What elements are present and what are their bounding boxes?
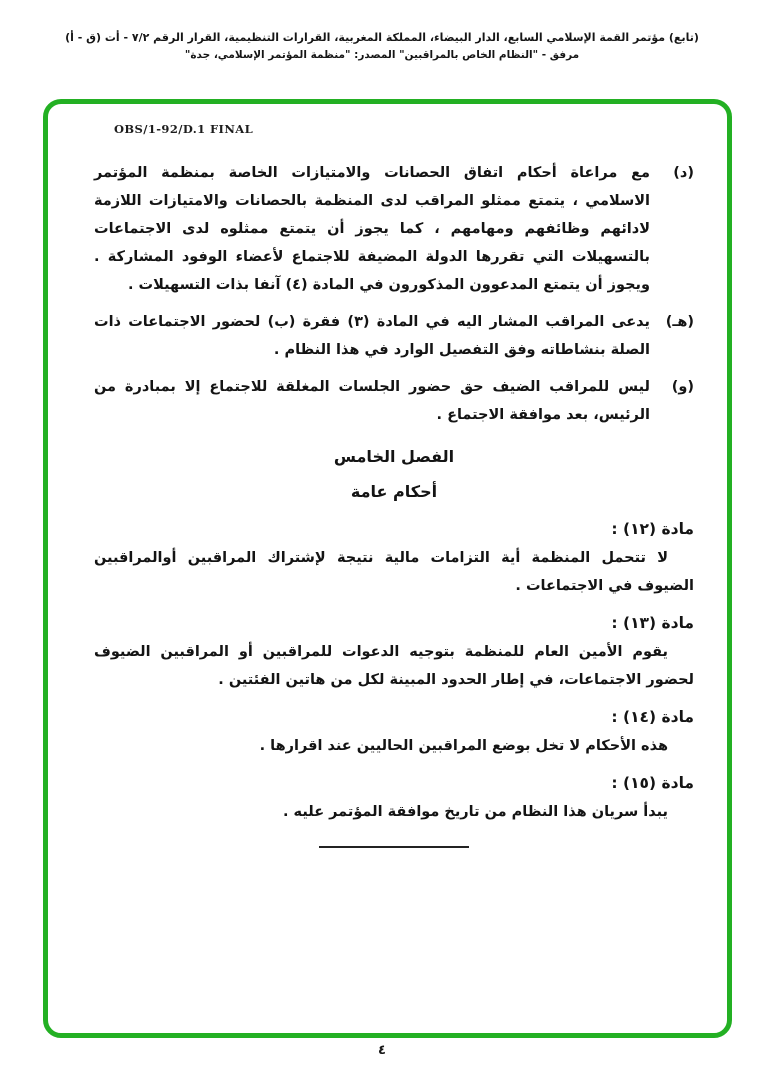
clause-label: (و)	[671, 379, 694, 395]
article-item-14	[94, 703, 694, 760]
article-title: مادة (١٥) :	[611, 774, 694, 792]
clause-item-d	[94, 159, 694, 299]
clause-item-w	[94, 373, 694, 429]
page-footer	[0, 1043, 764, 1058]
clause-text: مع مراعاة أحكام اتفاق الحصانات والامتيازات الخاصة بمنظمة المؤتمر الاسلامي ، يتمتع ممثلو المراقب لدى المنظمة بالحصانات والامتيازات اللازمة لادائهم وظائفهم ومهامهم ، كما يجوز أن يتمتع ممثلوه لدى الاجتماعات بالتسهيلات التي تقررها الدولة المضيفة للاجتماع لأعضاء الوفود المشاركة . ويجوز أن يتمتع المدعوون المذكورون في المادة (٤) آنفا بذات التسهيلات .	[94, 165, 650, 293]
clause-label: (هـ)	[665, 314, 694, 330]
article-body: لا تتحمل المنظمة أية التزامات مالية نتيجة لإشتراك المراقبين أوالمراقبين الضيوف في الاجتماعات .	[94, 550, 694, 594]
page-number: ٤	[378, 1043, 386, 1058]
header-line-2: مرفق - "النظام الخاص بالمراقبين" المصدر: "منظمة المؤتمر الإسلامي، جدة"	[184, 49, 580, 61]
document-reference: OBS/1-92/D.1 FINAL	[114, 122, 254, 136]
article-title: مادة (١٤) :	[611, 708, 694, 726]
clause-label: (د)	[673, 165, 694, 181]
document-frame	[43, 99, 732, 1038]
page-header	[30, 30, 734, 63]
clause-text: ليس للمراقب الضيف حق حضور الجلسات المغلقة للاجتماع إلا بمبادرة من الرئيس، بعد موافقة الاجتماع .	[94, 379, 650, 423]
article-item-13	[94, 609, 694, 694]
article-body: هذه الأحكام لا تخل بوضع المراقبين الحاليين عند اقرارها .	[259, 738, 668, 754]
clause-item-h	[94, 308, 694, 364]
chapter-heading: الفصل الخامس	[333, 447, 455, 466]
article-body: يبدأ سريان هذا النظام من تاريخ موافقة المؤتمر عليه .	[283, 804, 668, 820]
end-divider	[319, 846, 469, 848]
article-title: مادة (١٣) :	[611, 614, 694, 632]
article-body: يقوم الأمين العام للمنظمة بتوجيه الدعوات للمراقبين أو المراقبين الضيوف لحضور الاجتماعات، في إطار الحدود المبينة لكل من هاتين الفئتين .	[94, 644, 694, 688]
article-title: مادة (١٢) :	[611, 520, 694, 538]
article-item-12	[94, 515, 694, 600]
header-line-1: (تابع) مؤتمر القمة الإسلامي السابع، الدار البيضاء، المملكة المغربية، القرارات التنظيمية، القرار الرقم ٧/٢ - أت (ق - أ)	[65, 31, 699, 44]
clause-text: يدعى المراقب المشار اليه في المادة (٣) فقرة (ب) لحضور الاجتماعات ذات الصلة بنشاطاته وفق التفصيل الوارد في هذا النظام .	[94, 314, 650, 358]
section-heading: أحكام عامة	[350, 482, 438, 501]
document-body	[94, 159, 694, 848]
article-item-15	[94, 769, 694, 826]
